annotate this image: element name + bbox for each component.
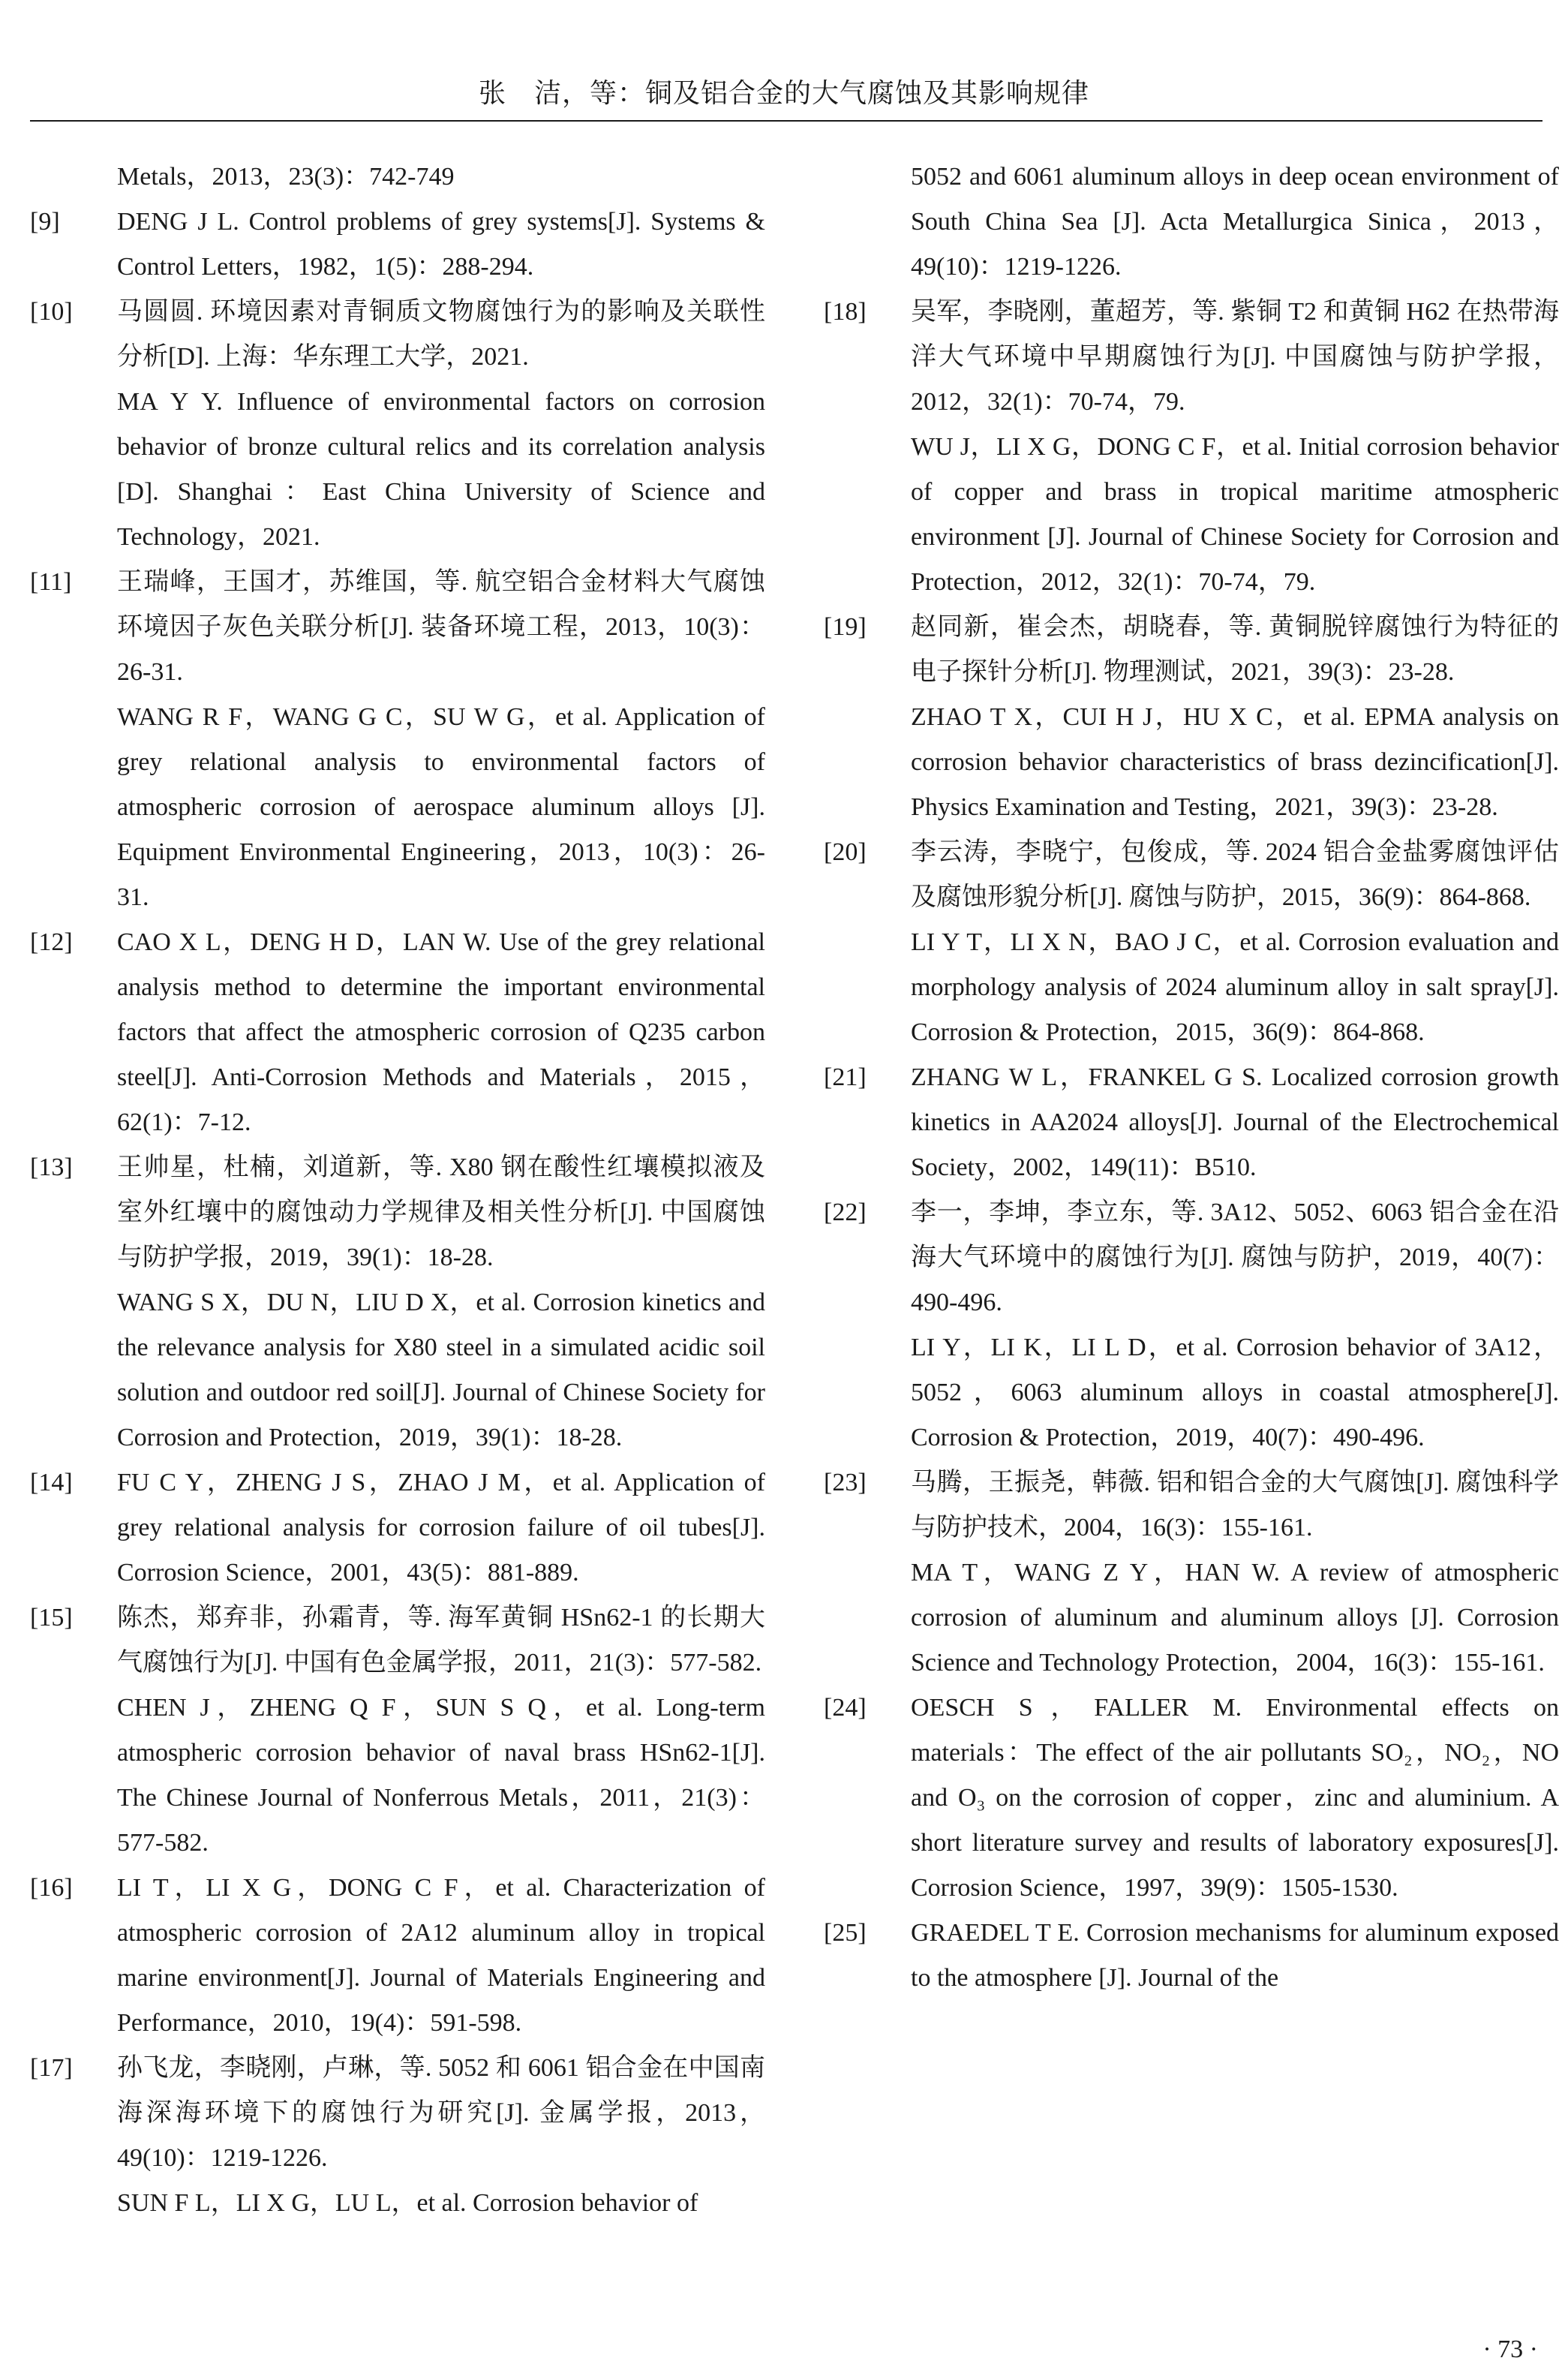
reference-text: 陈杰，郑弃非，孙霜青，等. 海军黄铜 HSn62-1 的长期大气腐蚀行为[J]. 中国有色金属学报，2011，21(3)：577-582. — [117, 1604, 765, 1677]
reference-entry — [30, 1460, 765, 1596]
reference-continuation: Metals，2013，23(3)：742-749 — [117, 163, 455, 191]
reference-number: [11] — [30, 568, 72, 596]
reference-translation: WANG R F，WANG G C，SU W G，et al. Application of grey relational analysis to environmental factors of atmospheric corrosion of aerospace aluminum alloys [J]. Equipment Environmental Engineering，2013，10(3)：26-31. — [117, 703, 765, 911]
reference-number: [21] — [824, 1063, 867, 1091]
left-column — [30, 155, 765, 2226]
reference-entry — [824, 1055, 1559, 1190]
right-column — [824, 155, 1559, 2001]
reference-text: CAO X L，DENG H D，LAN W. Use of the grey relational analysis method to determine the important environmental factors that affect the atmospheric corrosion of Q235 carbon steel[J]. Anti-Corrosion Methods and Materials，2015，62(1)：7-12. — [117, 928, 765, 1136]
reference-number: [12] — [30, 928, 73, 956]
reference-number: [9] — [30, 208, 60, 236]
reference-entry — [30, 1866, 765, 2046]
reference-entry — [824, 1190, 1559, 1460]
reference-number: [14] — [30, 1469, 73, 1496]
reference-text: FU C Y，ZHENG J S，ZHAO J M，et al. Application of grey relational analysis for corrosion failure of oil tubes[J]. Corrosion Science，2001，43(5)：881-889. — [117, 1469, 765, 1587]
reference-translation: MA T，WANG Z Y，HAN W. A review of atmospheric corrosion of aluminum and aluminum alloys [J]. Corrosion Science and Technology Protection，2004，16(3)：155-161. — [911, 1559, 1559, 1677]
reference-entry — [824, 1686, 1559, 1911]
reference-translation: WANG S X，DU N，LIU D X，et al. Corrosion kinetics and the relevance analysis for X80 steel in a simulated acidic soil solution and outdoor red soil[J]. Journal of Chinese Society for Corrosion and Protection，2019，39(1)：18-28. — [117, 1289, 765, 1451]
reference-entry — [824, 290, 1559, 605]
page-number: · 73 · — [1482, 2335, 1538, 2363]
header-rule — [30, 120, 1542, 122]
reference-text: 李一，李坤，李立东，等. 3A12、5052、6063 铝合金在沿海大气环境中的腐蚀行为[J]. 腐蚀与防护，2019，40(7)：490-496. — [911, 1199, 1559, 1316]
reference-text: OESCH S，FALLER M. Environmental effects on materials：The effect of the air pollutants SO₂，NO₂，NO and O₃ on the corrosion of copper，zinc and aluminium. A short literature survey and results of laboratory exposures[J]. Corrosion Science，1997，39(9)：1505-1530. — [911, 1694, 1559, 1902]
running-header: 张 洁，等：铜及铝合金的大气腐蚀及其影响规律 — [478, 78, 1089, 109]
reference-number: [10] — [30, 298, 73, 326]
reference-text: ZHANG W L，FRANKEL G S. Localized corrosion growth kinetics in AA2024 alloys[J]. Journal of the Electrochemical Society，2002，149(11)：B510. — [911, 1063, 1559, 1181]
reference-entry — [30, 920, 765, 1145]
reference-text: DENG J L. Control problems of grey systems[J]. Systems & Control Letters，1982，1(5)：288-294. — [117, 208, 765, 281]
reference-text: GRAEDEL T E. Corrosion mechanisms for aluminum exposed to the atmosphere [J]. Journal of the — [911, 1919, 1559, 1992]
reference-translation: LI Y，LI K，LI L D，et al. Corrosion behavior of 3A12，5052，6063 aluminum alloys in coastal atmosphere[J]. Corrosion & Protection，2019，40(7)：490-496. — [911, 1334, 1559, 1451]
reference-text: 王帅星，杜楠，刘道新，等. X80 钢在酸性红壤模拟液及室外红壤中的腐蚀动力学规律及相关性分析[J]. 中国腐蚀与防护学报，2019，39(1)：18-28. — [117, 1153, 765, 1271]
reference-text: 孙飞龙，李晓刚，卢琳，等. 5052 和 6061 铝合金在中国南海深海环境下的腐蚀行为研究[J]. 金属学报，2013，49(10)：1219-1226. — [117, 2054, 765, 2172]
reference-translation: SUN F L，LI X G，LU L，et al. Corrosion behavior of — [117, 2189, 698, 2217]
reference-number: [18] — [824, 298, 867, 326]
reference-text: 李云涛，李晓宁，包俊成，等. 2024 铝合金盐雾腐蚀评估及腐蚀形貌分析[J]. 腐蚀与防护，2015，36(9)：864-868. — [911, 838, 1559, 911]
reference-number: [15] — [30, 1604, 73, 1632]
reference-entry — [30, 1145, 765, 1460]
reference-entry — [30, 560, 765, 920]
reference-translation: MA Y Y. Influence of environmental factors on corrosion behavior of bronze cultural relics and its correlation analysis [D]. Shanghai：East China University of Science and Technology，2021. — [117, 388, 765, 551]
reference-continuation: 5052 and 6061 aluminum alloys in deep ocean environment of South China Sea [J]. Acta Metallurgica Sinica，2013，49(10)：1219-1226. — [911, 163, 1559, 281]
reference-number: [22] — [824, 1199, 867, 1226]
reference-entry — [824, 605, 1559, 830]
reference-translation: LI Y T，LI X N，BAO J C，et al. Corrosion evaluation and morphology analysis of 2024 aluminum alloy in salt spray[J]. Corrosion & Protection，2015，36(9)：864-868. — [911, 928, 1559, 1046]
reference-translation: ZHAO T X，CUI H J，HU X C，et al. EPMA analysis on corrosion behavior characteristics of brass dezincification[J]. Physics Examination and Testing，2021，39(3)：23-28. — [911, 703, 1559, 821]
reference-number: [20] — [824, 838, 867, 866]
reference-text: 马圆圆. 环境因素对青铜质文物腐蚀行为的影响及关联性分析[D]. 上海：华东理工大学，2021. — [117, 298, 765, 371]
reference-entry — [30, 200, 765, 290]
reference-number: [13] — [30, 1153, 73, 1181]
reference-number: [24] — [824, 1694, 867, 1722]
reference-number: [16] — [30, 1874, 73, 1902]
reference-number: [17] — [30, 2054, 73, 2082]
reference-translation: WU J，LI X G，DONG C F，et al. Initial corrosion behavior of copper and brass in tropical maritime atmospheric environment [J]. Journal of Chinese Society for Corrosion and Protection，2012，32(1)：70-74，79. — [911, 433, 1559, 596]
reference-entry — [30, 2046, 765, 2226]
reference-entry — [30, 1596, 765, 1866]
reference-entry — [824, 1460, 1559, 1686]
reference-number: [25] — [824, 1919, 867, 1947]
reference-translation: CHEN J，ZHENG Q F，SUN S Q，et al. Long-term atmospheric corrosion behavior of naval brass HSn62-1[J]. The Chinese Journal of Nonferrous Metals，2011，21(3)：577-582. — [117, 1694, 765, 1857]
reference-entry — [30, 290, 765, 560]
reference-number: [23] — [824, 1469, 867, 1496]
reference-text: 王瑞峰，王国才，苏维国，等. 航空铝合金材料大气腐蚀环境因子灰色关联分析[J]. 装备环境工程，2013，10(3)：26-31. — [117, 568, 765, 686]
reference-text: LI T，LI X G，DONG C F，et al. Characterization of atmospheric corrosion of 2A12 aluminum alloy in tropical marine environment[J]. Journal of Materials Engineering and Performance，2010，19(4)：591-598. — [117, 1874, 765, 2037]
reference-text: 马腾，王振尧，韩薇. 铝和铝合金的大气腐蚀[J]. 腐蚀科学与防护技术，2004，16(3)：155-161. — [911, 1469, 1559, 1541]
reference-text: 赵同新，崔会杰，胡晓春，等. 黄铜脱锌腐蚀行为特征的电子探针分析[J]. 物理测试，2021，39(3)：23-28. — [911, 613, 1559, 686]
reference-text: 吴军，李晓刚，董超芳，等. 紫铜 T2 和黄铜 H62 在热带海洋大气环境中早期腐蚀行为[J]. 中国腐蚀与防护学报，2012，32(1)：70-74，79. — [911, 298, 1559, 416]
reference-entry — [824, 1911, 1559, 2001]
reference-number: [19] — [824, 613, 867, 641]
reference-entry — [824, 830, 1559, 1055]
